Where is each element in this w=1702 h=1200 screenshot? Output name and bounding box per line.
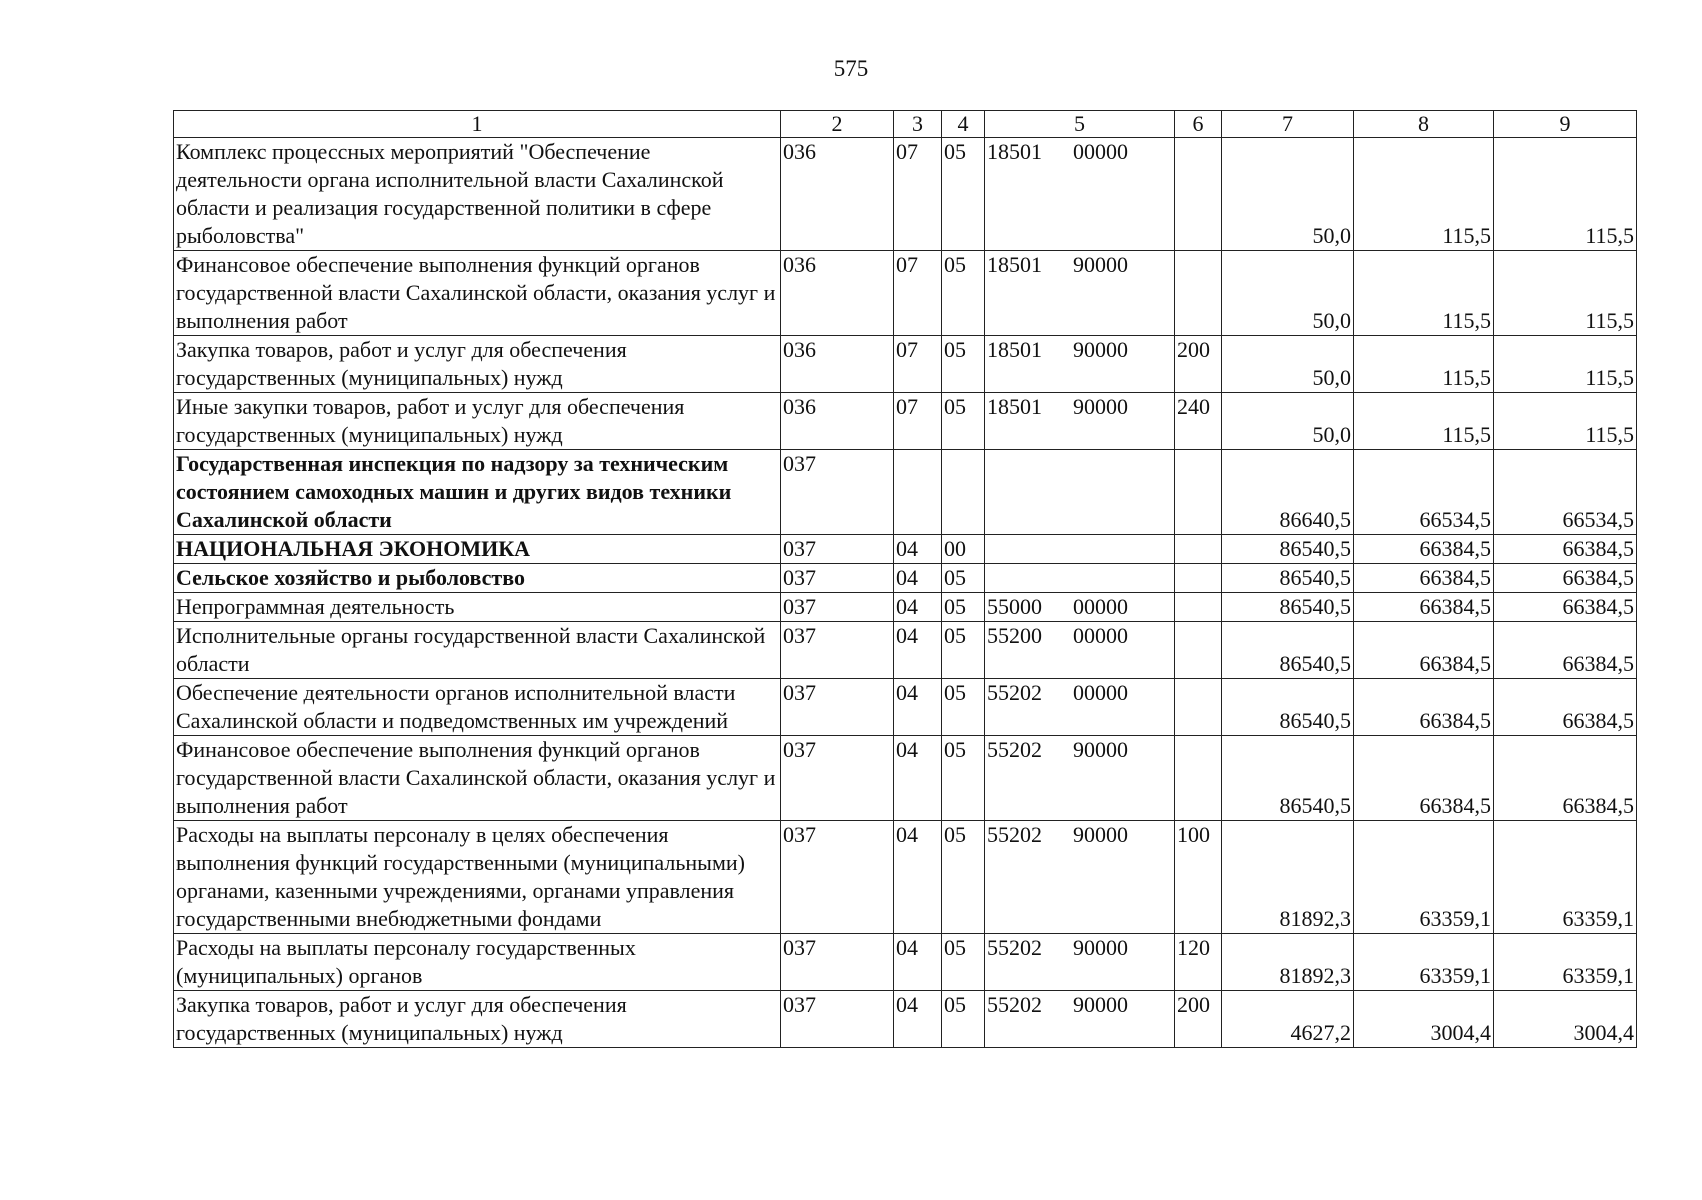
target-article-program: 55202 (987, 680, 1042, 705)
subsection-code: 05 (942, 251, 985, 336)
section-code: 04 (894, 991, 942, 1048)
amount-col8: 63359,1 (1354, 934, 1494, 991)
ministry-code: 037 (781, 593, 894, 622)
subsection-code: 05 (942, 138, 985, 251)
ministry-code: 037 (781, 564, 894, 593)
column-number-header: 8 (1354, 111, 1494, 138)
section-code: 04 (894, 535, 942, 564)
amount-col8: 115,5 (1354, 138, 1494, 251)
section-code (894, 450, 942, 535)
ministry-code: 037 (781, 991, 894, 1048)
amount-col8: 66384,5 (1354, 622, 1494, 679)
row-name: Закупка товаров, работ и услуг для обеспечения государственных (муниципальных) нужд (174, 336, 781, 393)
ministry-code: 037 (781, 934, 894, 991)
expense-type (1175, 679, 1222, 736)
target-article-program: 55202 (987, 992, 1042, 1017)
expense-type: 200 (1175, 336, 1222, 393)
subsection-code: 05 (942, 934, 985, 991)
column-number-header: 7 (1222, 111, 1354, 138)
amount-col7: 86540,5 (1222, 564, 1354, 593)
amount-col8: 66384,5 (1354, 535, 1494, 564)
amount-col7: 86540,5 (1222, 622, 1354, 679)
table-row (174, 991, 1637, 1048)
amount-col9: 66384,5 (1494, 622, 1637, 679)
row-name: Сельское хозяйство и рыболовство (174, 564, 781, 593)
column-number-header: 9 (1494, 111, 1637, 138)
target-article-direction: 90000 (1073, 822, 1128, 847)
amount-col7: 81892,3 (1222, 934, 1354, 991)
amount-col7: 50,0 (1222, 138, 1354, 251)
expense-type (1175, 450, 1222, 535)
amount-col9: 66384,5 (1494, 564, 1637, 593)
target-article-direction: 90000 (1073, 252, 1128, 277)
target-article (985, 679, 1175, 736)
target-article (985, 934, 1175, 991)
column-number-header: 3 (894, 111, 942, 138)
subsection-code: 05 (942, 821, 985, 934)
target-article (985, 991, 1175, 1048)
section-code: 07 (894, 251, 942, 336)
table-row (174, 679, 1637, 736)
expense-type: 240 (1175, 393, 1222, 450)
amount-col8: 66384,5 (1354, 564, 1494, 593)
target-article-program: 55202 (987, 935, 1042, 960)
target-article-direction: 90000 (1073, 337, 1128, 362)
table-row (174, 564, 1637, 593)
column-number-header: 4 (942, 111, 985, 138)
section-code: 07 (894, 336, 942, 393)
expense-type: 200 (1175, 991, 1222, 1048)
target-article-direction: 00000 (1073, 623, 1128, 648)
section-code: 04 (894, 593, 942, 622)
target-article (985, 736, 1175, 821)
budget-table (173, 110, 1637, 1048)
target-article-direction: 00000 (1073, 594, 1128, 619)
amount-col8: 3004,4 (1354, 991, 1494, 1048)
amount-col7: 50,0 (1222, 251, 1354, 336)
expense-type (1175, 736, 1222, 821)
target-article-direction: 90000 (1073, 992, 1128, 1017)
row-name: Непрограммная деятельность (174, 593, 781, 622)
amount-col9: 63359,1 (1494, 934, 1637, 991)
row-name: Исполнительные органы государственной власти Сахалинской области (174, 622, 781, 679)
target-article-program: 55200 (987, 623, 1042, 648)
amount-col9: 63359,1 (1494, 821, 1637, 934)
amount-col8: 115,5 (1354, 251, 1494, 336)
ministry-code: 037 (781, 535, 894, 564)
amount-col8: 63359,1 (1354, 821, 1494, 934)
target-article (985, 593, 1175, 622)
amount-col9: 66384,5 (1494, 736, 1637, 821)
amount-col7: 86540,5 (1222, 593, 1354, 622)
section-code: 04 (894, 564, 942, 593)
amount-col7: 50,0 (1222, 393, 1354, 450)
table-row (174, 138, 1637, 251)
target-article-program: 18501 (987, 252, 1042, 277)
amount-col9: 66384,5 (1494, 679, 1637, 736)
column-number-header: 6 (1175, 111, 1222, 138)
expense-type: 100 (1175, 821, 1222, 934)
row-name: Комплекс процессных мероприятий "Обеспечение деятельности органа исполнительной власти Сахалинской области и реализация государственной политики в сфере рыболовства" (174, 138, 781, 251)
subsection-code: 05 (942, 393, 985, 450)
subsection-code: 05 (942, 593, 985, 622)
table-row (174, 593, 1637, 622)
target-article-direction: 90000 (1073, 737, 1128, 762)
ministry-code: 036 (781, 336, 894, 393)
amount-col8: 66534,5 (1354, 450, 1494, 535)
expense-type (1175, 138, 1222, 251)
amount-col9: 3004,4 (1494, 991, 1637, 1048)
ministry-code: 037 (781, 821, 894, 934)
target-article (985, 622, 1175, 679)
target-article-direction: 00000 (1073, 680, 1128, 705)
section-code: 04 (894, 934, 942, 991)
amount-col8: 115,5 (1354, 336, 1494, 393)
row-name: Расходы на выплаты персоналу в целях обеспечения выполнения функций государственными (муниципальными) органами, казенными учреждениями, органами управления государственными внебюджетными фондами (174, 821, 781, 934)
row-name: Закупка товаров, работ и услуг для обеспечения государственных (муниципальных) нужд (174, 991, 781, 1048)
expense-type (1175, 593, 1222, 622)
ministry-code: 036 (781, 138, 894, 251)
amount-col9: 66534,5 (1494, 450, 1637, 535)
row-name: Иные закупки товаров, работ и услуг для обеспечения государственных (муниципальных) нужд (174, 393, 781, 450)
column-number-row (174, 111, 1637, 138)
ministry-code: 037 (781, 736, 894, 821)
amount-col9: 115,5 (1494, 393, 1637, 450)
amount-col7: 81892,3 (1222, 821, 1354, 934)
target-article (985, 138, 1175, 251)
target-article (985, 336, 1175, 393)
target-article-program: 18501 (987, 394, 1042, 419)
subsection-code: 05 (942, 564, 985, 593)
amount-col9: 115,5 (1494, 336, 1637, 393)
column-number-header: 5 (985, 111, 1175, 138)
expense-type (1175, 564, 1222, 593)
amount-col8: 66384,5 (1354, 593, 1494, 622)
amount-col7: 86540,5 (1222, 535, 1354, 564)
target-article (985, 251, 1175, 336)
amount-col8: 115,5 (1354, 393, 1494, 450)
table-row (174, 336, 1637, 393)
ministry-code: 037 (781, 679, 894, 736)
subsection-code: 05 (942, 736, 985, 821)
row-name: НАЦИОНАЛЬНАЯ ЭКОНОМИКА (174, 535, 781, 564)
target-article (985, 393, 1175, 450)
amount-col9: 66384,5 (1494, 593, 1637, 622)
target-article (985, 450, 1175, 535)
section-code: 04 (894, 821, 942, 934)
target-article (985, 564, 1175, 593)
amount-col9: 66384,5 (1494, 535, 1637, 564)
row-name: Государственная инспекция по надзору за техническим состоянием самоходных машин и других видов техники Сахалинской области (174, 450, 781, 535)
section-code: 07 (894, 393, 942, 450)
ministry-code: 037 (781, 622, 894, 679)
subsection-code: 05 (942, 336, 985, 393)
target-article-program: 18501 (987, 337, 1042, 362)
subsection-code: 00 (942, 535, 985, 564)
expense-type (1175, 535, 1222, 564)
row-name: Финансовое обеспечение выполнения функций органов государственной власти Сахалинской области, оказания услуг и выполнения работ (174, 736, 781, 821)
table-row (174, 393, 1637, 450)
amount-col7: 86540,5 (1222, 679, 1354, 736)
table-row (174, 535, 1637, 564)
section-code: 04 (894, 679, 942, 736)
table-row (174, 736, 1637, 821)
table-row (174, 622, 1637, 679)
amount-col7: 50,0 (1222, 336, 1354, 393)
target-article-program: 55202 (987, 822, 1042, 847)
amount-col7: 4627,2 (1222, 991, 1354, 1048)
page-number: 575 (833, 56, 869, 81)
table-row (174, 251, 1637, 336)
expense-type (1175, 622, 1222, 679)
subsection-code: 05 (942, 991, 985, 1048)
row-name: Финансовое обеспечение выполнения функций органов государственной власти Сахалинской области, оказания услуг и выполнения работ (174, 251, 781, 336)
table-row (174, 821, 1637, 934)
row-name: Обеспечение деятельности органов исполнительной власти Сахалинской области и подведомственных им учреждений (174, 679, 781, 736)
target-article-direction: 90000 (1073, 935, 1128, 960)
ministry-code: 036 (781, 393, 894, 450)
amount-col7: 86540,5 (1222, 736, 1354, 821)
section-code: 07 (894, 138, 942, 251)
section-code: 04 (894, 736, 942, 821)
subsection-code: 05 (942, 679, 985, 736)
amount-col8: 66384,5 (1354, 736, 1494, 821)
expense-type: 120 (1175, 934, 1222, 991)
target-article-direction: 90000 (1073, 394, 1128, 419)
target-article-program: 18501 (987, 139, 1042, 164)
target-article-program: 55000 (987, 594, 1042, 619)
row-name: Расходы на выплаты персоналу государственных (муниципальных) органов (174, 934, 781, 991)
target-article (985, 535, 1175, 564)
ministry-code: 037 (781, 450, 894, 535)
section-code: 04 (894, 622, 942, 679)
ministry-code: 036 (781, 251, 894, 336)
amount-col7: 86640,5 (1222, 450, 1354, 535)
expense-type (1175, 251, 1222, 336)
amount-col9: 115,5 (1494, 251, 1637, 336)
column-number-header: 1 (174, 111, 781, 138)
target-article-direction: 00000 (1073, 139, 1128, 164)
subsection-code: 05 (942, 622, 985, 679)
target-article-program: 55202 (987, 737, 1042, 762)
subsection-code (942, 450, 985, 535)
target-article (985, 821, 1175, 934)
table-row (174, 450, 1637, 535)
amount-col9: 115,5 (1494, 138, 1637, 251)
table-row (174, 934, 1637, 991)
column-number-header: 2 (781, 111, 894, 138)
amount-col8: 66384,5 (1354, 679, 1494, 736)
